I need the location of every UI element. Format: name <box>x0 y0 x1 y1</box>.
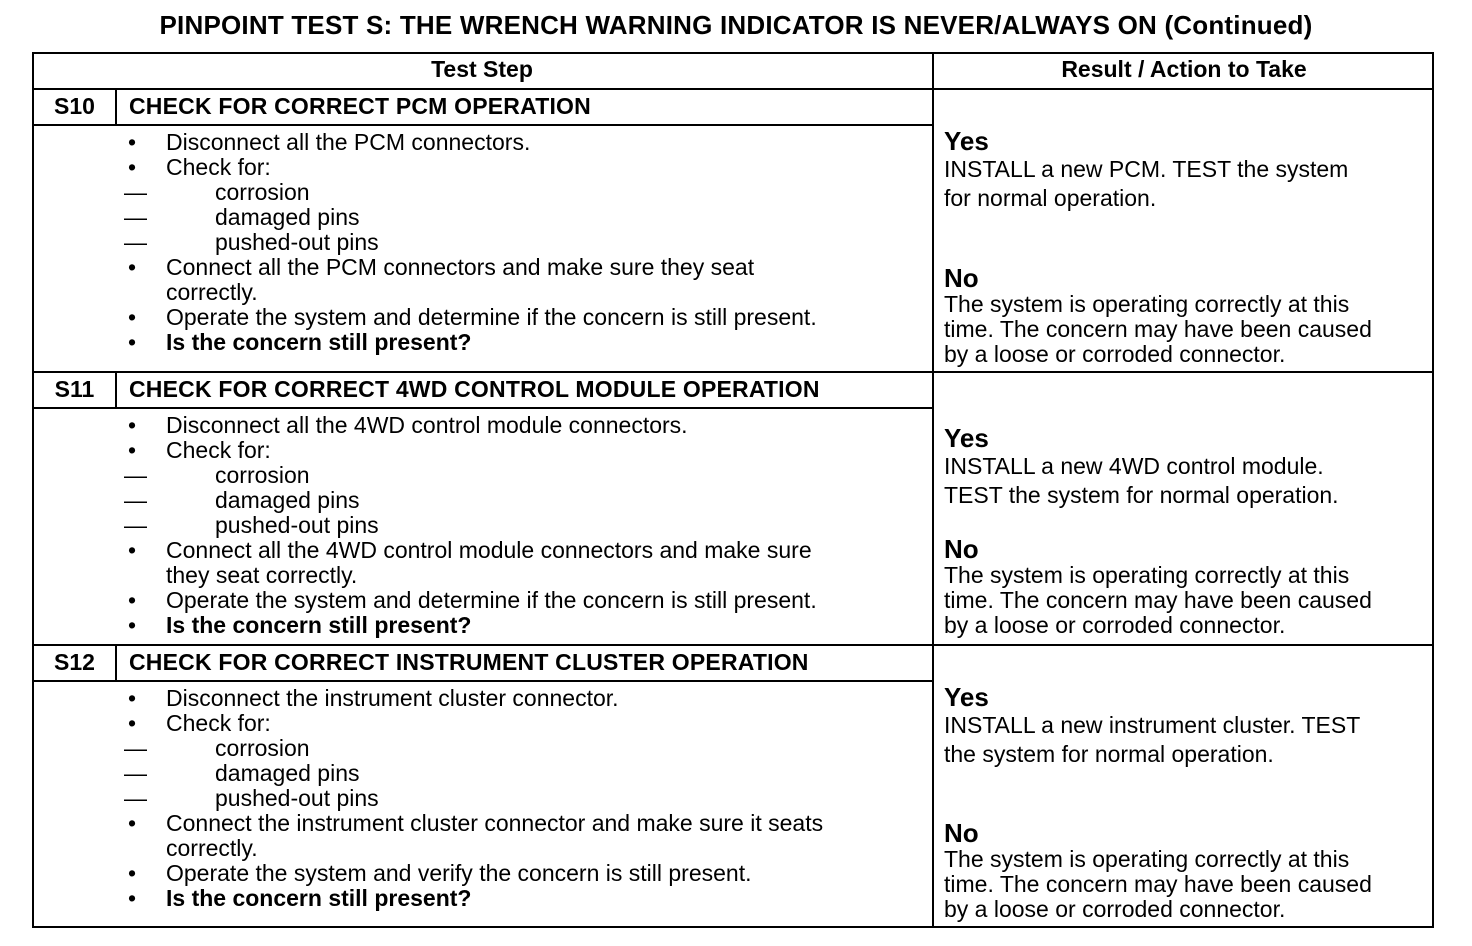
result-no-s12 <box>944 819 1372 922</box>
header-result-action: Result / Action to Take <box>1061 56 1307 82</box>
bullet-marker: • <box>128 154 137 180</box>
result-line: The system is operating correctly at this <box>944 291 1350 317</box>
dash-marker: — <box>124 785 147 811</box>
page-title: PINPOINT TEST S: THE WRENCH WARNING INDICATOR IS NEVER/ALWAYS ON (Continued) <box>159 10 1313 40</box>
line-text: pushed-out pins <box>215 785 379 811</box>
result-line: time. The concern may have been caused <box>944 587 1372 613</box>
line-text: Operate the system and verify the concern is still present. <box>166 860 752 886</box>
line-text: Disconnect all the 4WD control module connectors. <box>166 412 688 438</box>
bullet-marker: • <box>128 710 137 736</box>
bullet-marker: • <box>128 612 137 638</box>
result-yes-text <box>944 452 1339 510</box>
result-yes-label: Yes <box>944 126 989 156</box>
result-line: time. The concern may have been caused <box>944 316 1372 342</box>
line-text: Connect all the 4WD control module connectors and make sure <box>166 537 812 563</box>
result-line: The system is operating correctly at this <box>944 562 1350 588</box>
result-line: The system is operating correctly at this <box>944 846 1350 872</box>
step-title-underline-s12 <box>32 680 934 682</box>
dash-marker: — <box>124 462 147 488</box>
result-yes-label: Yes <box>944 423 989 453</box>
line-text: Operate the system and determine if the concern is still present. <box>166 304 817 330</box>
bullet-marker: • <box>128 254 137 280</box>
bullet-marker: • <box>128 537 137 563</box>
line-text: Check for: <box>166 710 271 736</box>
result-line: time. The concern may have been caused <box>944 871 1372 897</box>
bullet-marker: • <box>128 587 137 613</box>
line-text: pushed-out pins <box>215 229 379 255</box>
result-line: by a loose or corroded connector. <box>944 612 1286 638</box>
step-id-s11: S11 <box>54 376 95 402</box>
table-divider-header <box>32 88 1434 90</box>
result-line: TEST the system for normal operation. <box>944 482 1339 508</box>
line-text: corrosion <box>215 179 310 205</box>
bullet-marker: • <box>128 129 137 155</box>
result-yes-text <box>944 711 1360 769</box>
table-divider-result-column <box>932 52 934 928</box>
result-yes-s10 <box>944 127 1348 213</box>
bullet-marker: • <box>128 412 137 438</box>
step-title-underline-s11 <box>32 407 934 409</box>
result-line: for normal operation. <box>944 185 1157 211</box>
step-id-divider-s11 <box>115 371 117 408</box>
line-text: correctly. <box>166 279 258 305</box>
bullet-marker: • <box>128 810 137 836</box>
dash-marker: — <box>124 760 147 786</box>
result-line: INSTALL a new 4WD control module. <box>944 453 1324 479</box>
dash-marker: — <box>124 229 147 255</box>
dash-marker: — <box>124 735 147 761</box>
line-text: Is the concern still present? <box>166 612 472 638</box>
line-text: Disconnect all the PCM connectors. <box>166 129 531 155</box>
line-text: Check for: <box>166 437 271 463</box>
dash-marker: — <box>124 512 147 538</box>
line-text: they seat correctly. <box>166 562 358 588</box>
line-text: correctly. <box>166 835 258 861</box>
line-text: Is the concern still present? <box>166 885 472 911</box>
result-line: INSTALL a new PCM. TEST the system <box>944 156 1349 182</box>
result-yes-s12 <box>944 683 1360 769</box>
line-text: Check for: <box>166 154 271 180</box>
result-line: the system for normal operation. <box>944 741 1274 767</box>
line-text: Is the concern still present? <box>166 329 472 355</box>
result-line: by a loose or corroded connector. <box>944 896 1286 922</box>
line-text: Connect the instrument cluster connector and make sure it seats <box>166 810 824 836</box>
result-no-label: No <box>944 263 979 293</box>
line-text: pushed-out pins <box>215 512 379 538</box>
line-text: Disconnect the instrument cluster connector. <box>166 685 619 711</box>
step-title-s11: CHECK FOR CORRECT 4WD CONTROL MODULE OPERATION <box>129 376 820 402</box>
result-line: INSTALL a new instrument cluster. TEST <box>944 712 1361 738</box>
bullet-marker: • <box>128 329 137 355</box>
result-no-text <box>944 292 1372 367</box>
line-text: Connect all the PCM connectors and make sure they seat <box>166 254 755 280</box>
result-no-text <box>944 563 1372 638</box>
dash-marker: — <box>124 204 147 230</box>
line-text: corrosion <box>215 735 310 761</box>
step-id-divider-s10 <box>115 88 117 125</box>
bullet-marker: • <box>128 685 137 711</box>
bullet-marker: • <box>128 860 137 886</box>
table-divider-step-s11 <box>32 371 1434 373</box>
step-title-s10: CHECK FOR CORRECT PCM OPERATION <box>129 93 591 119</box>
bullet-marker: • <box>128 885 137 911</box>
result-no-s11 <box>944 535 1372 638</box>
step-title-underline-s10 <box>32 124 934 126</box>
result-no-label: No <box>944 818 979 848</box>
result-line: by a loose or corroded connector. <box>944 341 1286 367</box>
result-no-s10 <box>944 264 1372 367</box>
line-text: damaged pins <box>215 204 360 230</box>
bullet-marker: • <box>128 437 137 463</box>
bullet-marker: • <box>128 304 137 330</box>
result-yes-label: Yes <box>944 682 989 712</box>
step-id-divider-s12 <box>115 644 117 681</box>
dash-marker: — <box>124 487 147 513</box>
result-yes-text <box>944 155 1348 213</box>
line-text: Operate the system and determine if the concern is still present. <box>166 587 817 613</box>
result-no-label: No <box>944 534 979 564</box>
line-text: damaged pins <box>215 487 360 513</box>
dash-marker: — <box>124 179 147 205</box>
step-id-s10: S10 <box>54 93 95 119</box>
step-id-s12: S12 <box>54 649 95 675</box>
line-text: corrosion <box>215 462 310 488</box>
header-test-step: Test Step <box>431 56 533 82</box>
result-yes-s11 <box>944 424 1339 510</box>
line-text: damaged pins <box>215 760 360 786</box>
result-no-text <box>944 847 1372 922</box>
step-title-s12: CHECK FOR CORRECT INSTRUMENT CLUSTER OPERATION <box>129 649 809 675</box>
table-divider-step-s12 <box>32 644 1434 646</box>
